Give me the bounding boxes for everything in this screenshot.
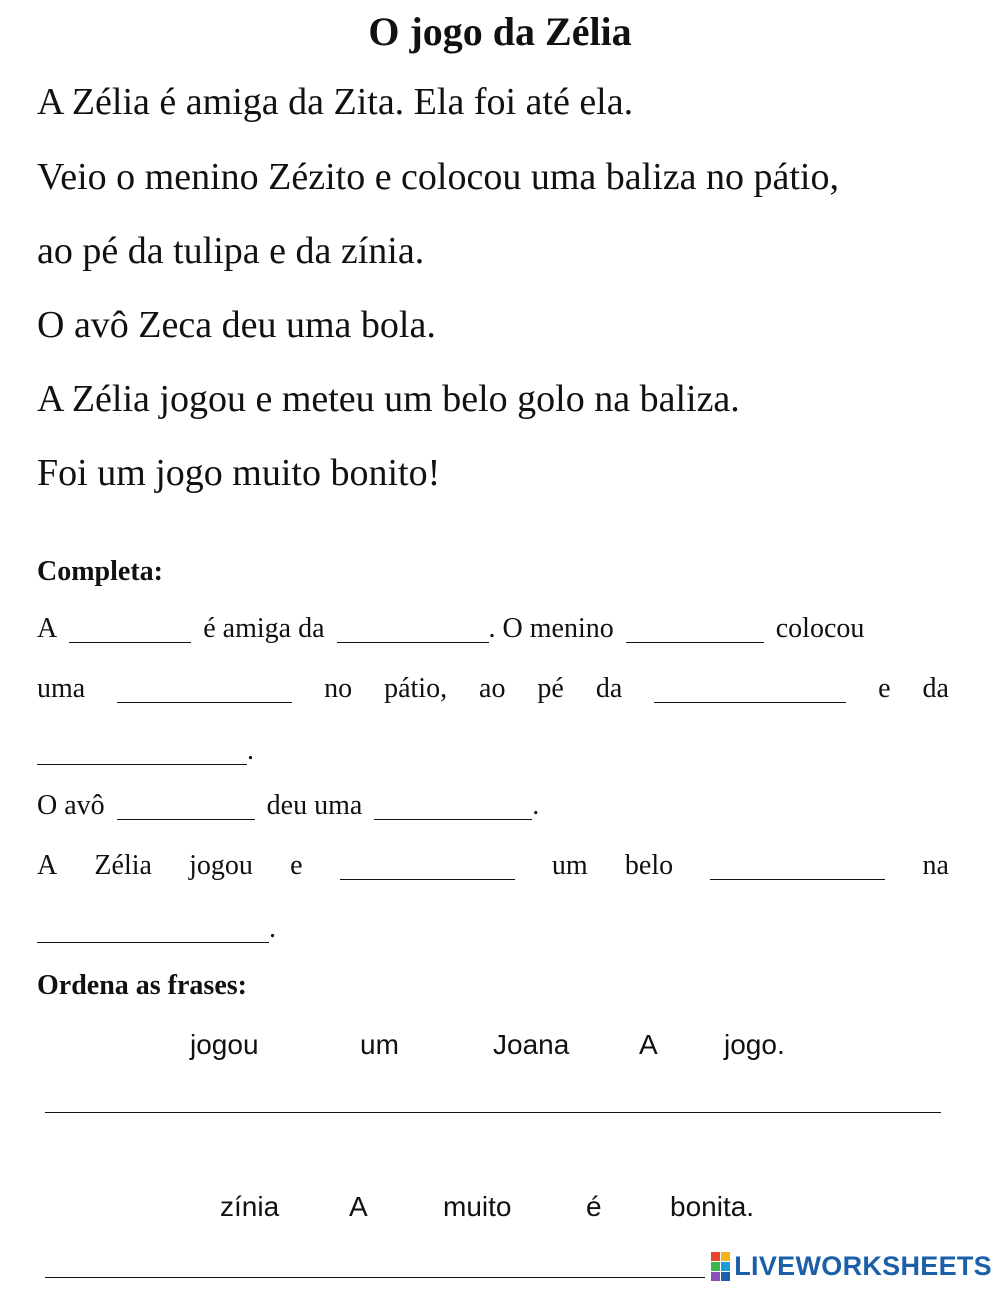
page-title: O jogo da Zélia	[368, 9, 632, 54]
blank-input-9[interactable]	[340, 853, 515, 880]
blank-input-1[interactable]	[69, 616, 191, 643]
blank-input-2[interactable]	[337, 616, 489, 643]
text: na	[922, 850, 949, 881]
text: um	[551, 850, 588, 881]
scrambled-word: é	[586, 1191, 602, 1222]
text: e	[878, 673, 891, 704]
completa-line-6	[37, 913, 949, 945]
text: deu uma	[266, 790, 363, 821]
scrambled-word: Joana	[493, 1029, 570, 1060]
scrambled-word: A	[639, 1029, 658, 1060]
text: é amiga da	[203, 613, 325, 644]
answer-input-1[interactable]	[45, 1082, 941, 1113]
answer-input-2[interactable]	[45, 1247, 705, 1278]
completa-line-3	[37, 735, 949, 767]
story-line-2: Veio o menino Zézito e colocou uma baliza no pátio,	[37, 156, 839, 198]
blank-input-7[interactable]	[117, 793, 255, 820]
scrambled-word: A	[349, 1191, 368, 1222]
story-line-6: Foi um jogo muito bonito!	[37, 452, 441, 494]
story-line-3: ao pé da tulipa e da zínia.	[37, 230, 425, 272]
text: pátio,	[384, 673, 448, 704]
text: .	[532, 790, 540, 821]
liveworksheets-logo-icon	[711, 1252, 730, 1281]
text: A	[37, 613, 58, 644]
text: belo	[624, 850, 674, 881]
blank-input-4[interactable]	[117, 676, 292, 703]
text: no	[324, 673, 353, 704]
text: da	[595, 673, 623, 704]
text: da	[922, 673, 949, 704]
text: A	[37, 850, 58, 881]
brand-name: LIVEWORKSHEETS	[734, 1251, 992, 1281]
text: ao	[479, 673, 506, 704]
completa-line-4	[37, 790, 949, 822]
scrambled-word: bonita.	[670, 1191, 755, 1222]
text: jogou	[189, 850, 253, 881]
completa-line-2	[37, 673, 949, 705]
blank-input-6[interactable]	[37, 738, 247, 765]
completa-heading: Completa:	[37, 556, 163, 587]
blank-input-8[interactable]	[374, 793, 532, 820]
scrambled-word: um	[360, 1029, 399, 1060]
text: e	[290, 850, 303, 881]
text: colocou	[775, 613, 865, 644]
story-line-5: A Zélia jogou e meteu um belo golo na baliza.	[37, 378, 740, 420]
text: pé	[537, 673, 564, 704]
blank-input-3[interactable]	[626, 616, 764, 643]
blank-input-5[interactable]	[654, 676, 846, 703]
text: . O menino	[488, 613, 614, 644]
completa-line-1	[37, 613, 949, 645]
story-line-4: O avô Zeca deu uma bola.	[37, 304, 436, 346]
text: Zélia	[94, 850, 152, 881]
text: .	[269, 913, 276, 944]
scrambled-word: muito	[443, 1191, 512, 1222]
scrambled-word: zínia	[220, 1191, 280, 1222]
ordena-heading: Ordena as frases:	[37, 970, 247, 1001]
text: uma	[37, 673, 86, 704]
scrambled-word: jogo.	[724, 1029, 785, 1060]
text: .	[247, 735, 254, 766]
completa-line-5	[37, 850, 949, 882]
blank-input-11[interactable]	[37, 916, 269, 943]
blank-input-10[interactable]	[710, 853, 885, 880]
liveworksheets-logo	[711, 1251, 992, 1282]
scrambled-word: jogou	[190, 1029, 259, 1060]
story-line-1: A Zélia é amiga da Zita. Ela foi até ela.	[37, 81, 634, 123]
text: O avô	[37, 790, 105, 821]
